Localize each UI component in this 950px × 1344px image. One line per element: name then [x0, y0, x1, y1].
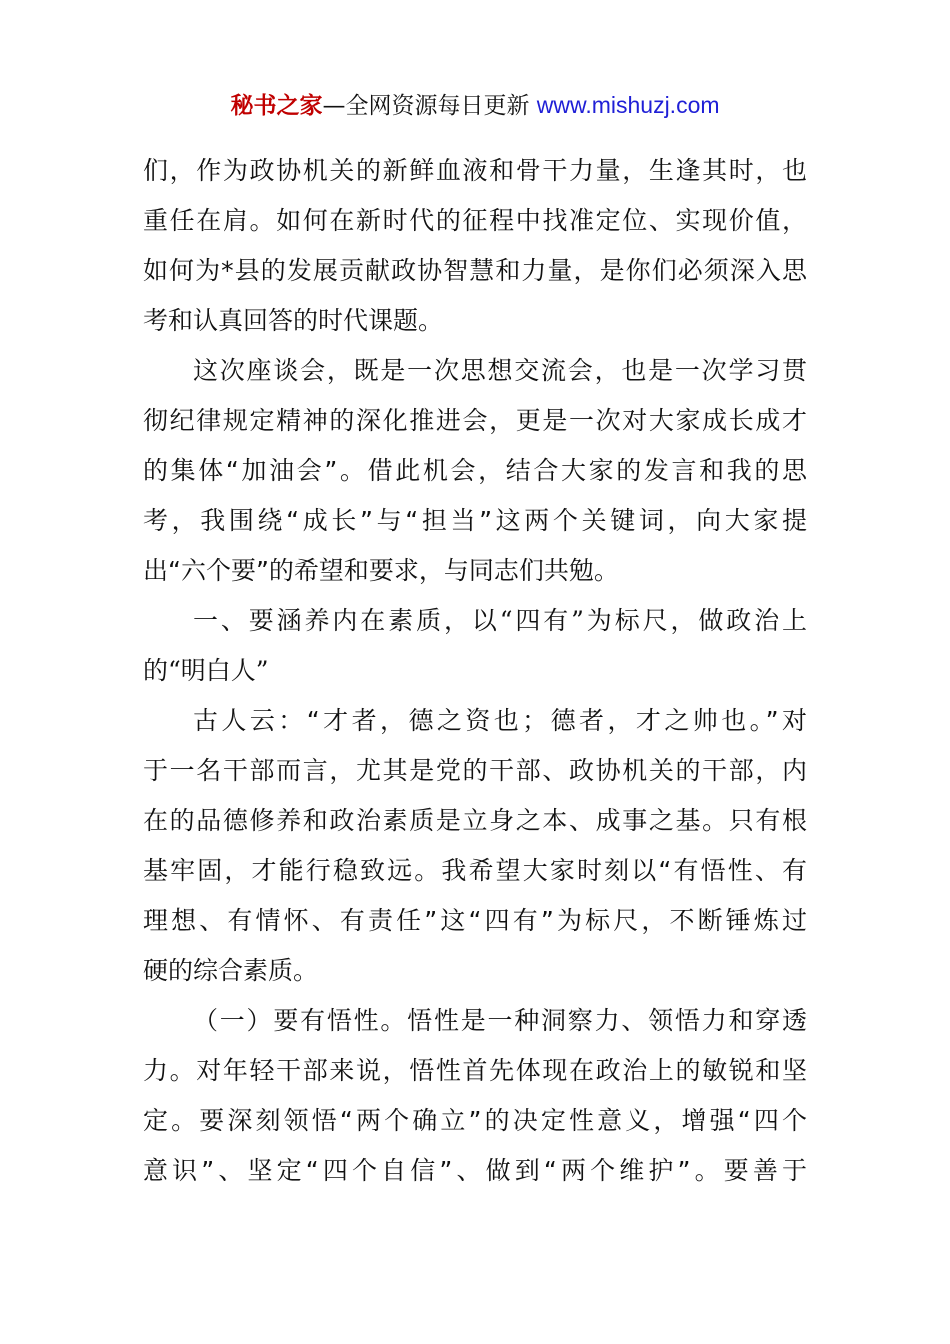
text-line: 出“六个要”的希望和要求，与同志们共勉。 [143, 556, 619, 585]
text-line: 们，作为政协机关的新鲜血液和骨干力量，生逢其时，也 [143, 156, 807, 185]
text-line: 考和认真回答的时代课题。 [143, 306, 444, 335]
section-heading-line: 一、要涵养内在素质，以“四有”为标尺，做政治上 [193, 606, 807, 635]
text-line: 于一名干部而言，尤其是党的干部、政协机关的干部，内 [143, 756, 807, 785]
text-line: 力。对年轻干部来说，悟性首先体现在政治上的敏锐和坚 [143, 1056, 807, 1085]
text-line: 彻纪律规定精神的深化推进会，更是一次对大家成长成才 [143, 406, 807, 435]
paragraph-start-line: 这次座谈会，既是一次思想交流会，也是一次学习贯 [193, 356, 807, 385]
text-line: 硬的综合素质。 [143, 956, 319, 985]
text-line: 如何为*县的发展贡献政协智慧和力量，是你们必须深入思 [143, 256, 807, 285]
text-line: 意识”、坚定“四个自信”、做到“两个维护”。要善于 [143, 1156, 807, 1185]
text-line: 理想、有情怀、有责任”这“四有”为标尺，不断锤炼过 [143, 906, 807, 935]
text-line: 的集体“加油会”。借此机会，结合大家的发言和我的思 [143, 456, 807, 485]
header-tagline: —全网资源每日更新 [322, 93, 537, 119]
text-line: 定。要深刻领悟“两个确立”的决定性意义，增强“四个 [143, 1106, 807, 1135]
website-link[interactable]: www.mishuzj.com [536, 92, 720, 118]
text-line: 基牢固，才能行稳致远。我希望大家时刻以“有悟性、有 [143, 856, 807, 885]
section-heading-line: 的“明白人” [143, 656, 269, 685]
document-body [143, 146, 807, 1196]
text-line: 在的品德修养和政治素质是立身之本、成事之基。只有根 [143, 806, 807, 835]
paragraph-start-line: （一）要有悟性。悟性是一种洞察力、领悟力和穿透 [193, 1006, 807, 1035]
paragraph-start-line: 古人云：“才者，德之资也；德者，才之帅也。”对 [193, 706, 807, 735]
brand-name: 秘书之家 [230, 93, 323, 119]
text-line: 考，我围绕“成长”与“担当”这两个关键词，向大家提 [143, 506, 807, 535]
page-header [0, 88, 950, 123]
text-line: 重任在肩。如何在新时代的征程中找准定位、实现价值， [143, 206, 807, 235]
